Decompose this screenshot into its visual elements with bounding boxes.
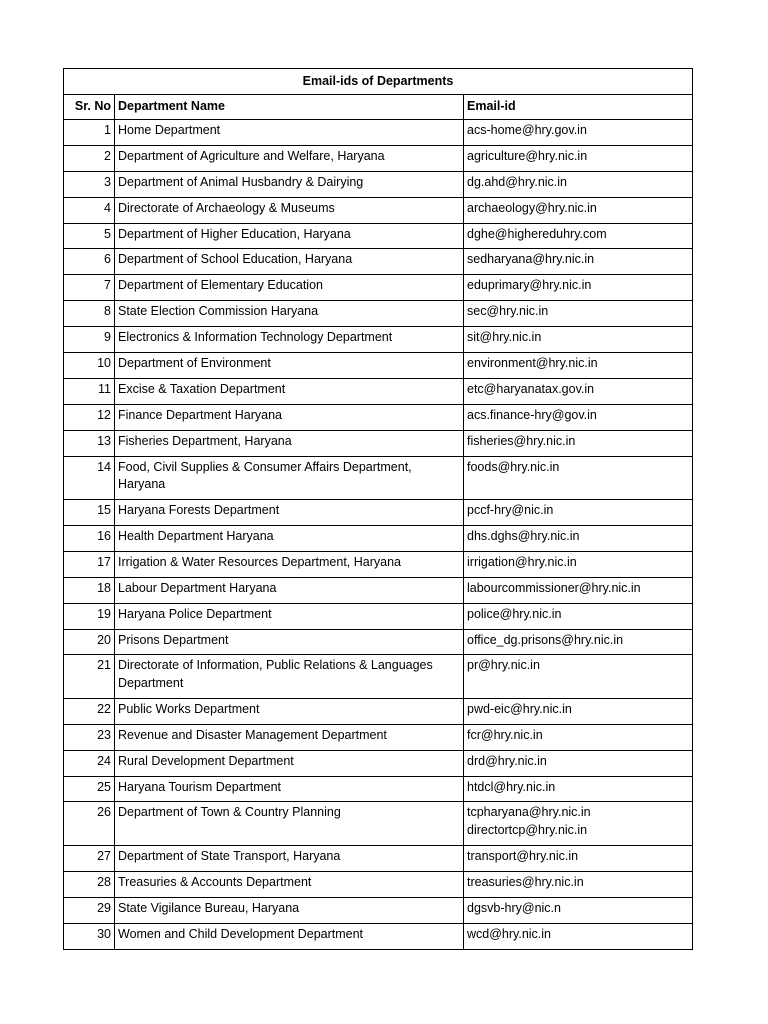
table-row: [64, 603, 693, 629]
row-email-link[interactable]: sedharyana@hry.nic.in: [467, 252, 595, 267]
row-sr-no: 9: [64, 327, 115, 353]
table-row: [64, 577, 693, 603]
row-email-cell: [464, 845, 693, 871]
table-row: [64, 897, 693, 923]
row-email-cell: [464, 698, 693, 724]
row-sr-no: 17: [64, 551, 115, 577]
row-email-link[interactable]: dg.ahd@hry.nic.in: [467, 174, 568, 189]
row-sr-no: 18: [64, 577, 115, 603]
table-row: [64, 724, 693, 750]
row-email-link[interactable]: dgsvb-hry@nic.n: [467, 900, 561, 915]
row-sr-no: 10: [64, 353, 115, 379]
table-row: [64, 629, 693, 655]
row-sr-no: 25: [64, 776, 115, 802]
row-email-cell: [464, 750, 693, 776]
row-sr-no: 7: [64, 275, 115, 301]
row-email-cell: [464, 724, 693, 750]
table-row: [64, 353, 693, 379]
row-sr-no: 19: [64, 603, 115, 629]
table-row: [64, 120, 693, 146]
row-sr-no: 26: [64, 802, 115, 846]
row-department-name: Irrigation & Water Resources Department, Haryana: [115, 551, 464, 577]
row-department-name: Department of Town & Country Planning: [115, 802, 464, 846]
table-row: [64, 698, 693, 724]
table-row: [64, 525, 693, 551]
row-email-cell: [464, 275, 693, 301]
row-department-name: Rural Development Department: [115, 750, 464, 776]
row-email-link[interactable]: eduprimary@hry.nic.in: [467, 278, 592, 293]
row-email-link[interactable]: sit@hry.nic.in: [467, 330, 542, 345]
row-department-name: Haryana Tourism Department: [115, 776, 464, 802]
row-email-cell: [464, 223, 693, 249]
row-email-link[interactable]: dhs.dghs@hry.nic.in: [467, 528, 580, 543]
row-department-name: Directorate of Archaeology & Museums: [115, 197, 464, 223]
table-row: [64, 404, 693, 430]
row-department-name: Department of School Education, Haryana: [115, 249, 464, 275]
row-email-link[interactable]: irrigation@hry.nic.in: [467, 554, 577, 569]
table-row: [64, 223, 693, 249]
row-sr-no: 3: [64, 171, 115, 197]
row-sr-no: 8: [64, 301, 115, 327]
row-email-cell: [464, 171, 693, 197]
row-sr-no: 28: [64, 871, 115, 897]
row-email-link[interactable]: dghe@highereduhry.com: [467, 226, 607, 241]
table-row: [64, 750, 693, 776]
row-email-link[interactable]: pr@hry.nic.in: [467, 658, 540, 673]
row-department-name: Health Department Haryana: [115, 525, 464, 551]
table-row: [64, 378, 693, 404]
row-email-cell: [464, 301, 693, 327]
row-department-name: Food, Civil Supplies & Consumer Affairs Department, Haryana: [115, 456, 464, 500]
row-email-link[interactable]: drd@hry.nic.in: [467, 753, 547, 768]
row-email-cell: [464, 577, 693, 603]
row-email-link[interactable]: transport@hry.nic.in: [467, 848, 579, 863]
row-email-link[interactable]: acs.finance-hry@gov.in: [467, 407, 597, 422]
row-email-cell: [464, 603, 693, 629]
row-department-name: Electronics & Information Technology Department: [115, 327, 464, 353]
row-email-cell: [464, 525, 693, 551]
row-email-link[interactable]: fcr@hry.nic.in: [467, 727, 543, 742]
row-department-name: Labour Department Haryana: [115, 577, 464, 603]
row-department-name: Department of Agriculture and Welfare, Haryana: [115, 145, 464, 171]
table-row: [64, 845, 693, 871]
row-email-link[interactable]: directortcp@hry.nic.in: [467, 822, 588, 837]
row-email-link[interactable]: environment@hry.nic.in: [467, 356, 598, 371]
table-row: [64, 551, 693, 577]
header-sr-no: Sr. No: [64, 95, 115, 120]
table-row: [64, 275, 693, 301]
row-sr-no: 11: [64, 378, 115, 404]
table-row: [64, 197, 693, 223]
row-email-link[interactable]: etc@haryanatax.gov.in: [467, 381, 595, 396]
table-row: [64, 456, 693, 500]
row-department-name: Department of Environment: [115, 353, 464, 379]
row-email-link[interactable]: archaeology@hry.nic.in: [467, 200, 597, 215]
row-email-link[interactable]: pwd-eic@hry.nic.in: [467, 701, 572, 716]
row-sr-no: 4: [64, 197, 115, 223]
row-email-link[interactable]: foods@hry.nic.in: [467, 459, 560, 474]
row-sr-no: 12: [64, 404, 115, 430]
row-email-cell: [464, 923, 693, 949]
row-sr-no: 29: [64, 897, 115, 923]
row-sr-no: 15: [64, 500, 115, 526]
row-email-link[interactable]: fisheries@hry.nic.in: [467, 433, 576, 448]
row-email-cell: [464, 378, 693, 404]
row-department-name: State Election Commission Haryana: [115, 301, 464, 327]
row-department-name: Directorate of Information, Public Relations & Languages Department: [115, 655, 464, 699]
row-sr-no: 21: [64, 655, 115, 699]
table-title: Email-ids of Departments: [64, 69, 693, 95]
row-department-name: Public Works Department: [115, 698, 464, 724]
row-email-link[interactable]: tcpharyana@hry.nic.in: [467, 805, 591, 820]
departments-email-table: [63, 68, 693, 950]
table-row: [64, 500, 693, 526]
row-sr-no: 6: [64, 249, 115, 275]
table-row: [64, 327, 693, 353]
table-row: [64, 430, 693, 456]
row-email-cell: [464, 327, 693, 353]
table-row: [64, 171, 693, 197]
row-department-name: Department of State Transport, Haryana: [115, 845, 464, 871]
row-sr-no: 27: [64, 845, 115, 871]
table-row: [64, 776, 693, 802]
row-department-name: Revenue and Disaster Management Department: [115, 724, 464, 750]
row-department-name: Haryana Forests Department: [115, 500, 464, 526]
row-sr-no: 16: [64, 525, 115, 551]
table-row: [64, 802, 693, 846]
row-department-name: Finance Department Haryana: [115, 404, 464, 430]
table-body: [64, 120, 693, 950]
row-email-link[interactable]: police@hry.nic.in: [467, 606, 562, 621]
header-email-id: Email-id: [464, 95, 693, 120]
row-email-link[interactable]: agriculture@hry.nic.in: [467, 148, 588, 163]
row-email-cell: [464, 197, 693, 223]
row-email-cell: [464, 776, 693, 802]
row-sr-no: 13: [64, 430, 115, 456]
table-row: [64, 301, 693, 327]
row-email-link[interactable]: treasuries@hry.nic.in: [467, 874, 584, 889]
header-department-name: Department Name: [115, 95, 464, 120]
row-department-name: Women and Child Development Department: [115, 923, 464, 949]
row-sr-no: 20: [64, 629, 115, 655]
row-sr-no: 30: [64, 923, 115, 949]
row-email-cell: [464, 802, 693, 846]
table-row: [64, 655, 693, 699]
row-email-cell: [464, 897, 693, 923]
row-department-name: Haryana Police Department: [115, 603, 464, 629]
row-email-cell: [464, 456, 693, 500]
row-email-cell: [464, 551, 693, 577]
table-header-row: [64, 95, 693, 120]
row-email-link[interactable]: acs-home@hry.gov.in: [467, 123, 587, 137]
table-row: [64, 145, 693, 171]
row-department-name: Treasuries & Accounts Department: [115, 871, 464, 897]
table-row: [64, 923, 693, 949]
table-row: [64, 871, 693, 897]
row-department-name: Fisheries Department, Haryana: [115, 430, 464, 456]
row-email-cell: [464, 430, 693, 456]
row-email-cell: [464, 655, 693, 699]
row-email-cell: [464, 500, 693, 526]
row-email-cell: [464, 120, 693, 146]
table-title-row: [64, 69, 693, 95]
row-email-cell: [464, 404, 693, 430]
row-sr-no: 5: [64, 223, 115, 249]
row-email-link[interactable]: labourcommissioner@hry.nic.in: [467, 580, 641, 595]
row-department-name: Department of Elementary Education: [115, 275, 464, 301]
table-row: [64, 249, 693, 275]
row-email-link[interactable]: htdcl@hry.nic.in: [467, 779, 556, 794]
row-department-name: Prisons Department: [115, 629, 464, 655]
row-sr-no: 22: [64, 698, 115, 724]
row-email-cell: [464, 871, 693, 897]
row-department-name: State Vigilance Bureau, Haryana: [115, 897, 464, 923]
row-sr-no: 14: [64, 456, 115, 500]
row-department-name: Department of Higher Education, Haryana: [115, 223, 464, 249]
row-department-name: Home Department: [115, 120, 464, 146]
row-email-link[interactable]: wcd@hry.nic.in: [467, 926, 552, 941]
row-email-link[interactable]: office_dg.prisons@hry.nic.in: [467, 632, 624, 647]
row-email-link[interactable]: pccf-hry@nic.in: [467, 503, 554, 518]
row-sr-no: 23: [64, 724, 115, 750]
row-sr-no: 1: [64, 120, 115, 146]
row-email-cell: [464, 629, 693, 655]
row-sr-no: 2: [64, 145, 115, 171]
row-department-name: Excise & Taxation Department: [115, 378, 464, 404]
row-email-cell: [464, 249, 693, 275]
row-email-cell: [464, 353, 693, 379]
row-email-link[interactable]: sec@hry.nic.in: [467, 304, 549, 319]
row-email-cell: [464, 145, 693, 171]
row-sr-no: 24: [64, 750, 115, 776]
row-department-name: Department of Animal Husbandry & Dairying: [115, 171, 464, 197]
